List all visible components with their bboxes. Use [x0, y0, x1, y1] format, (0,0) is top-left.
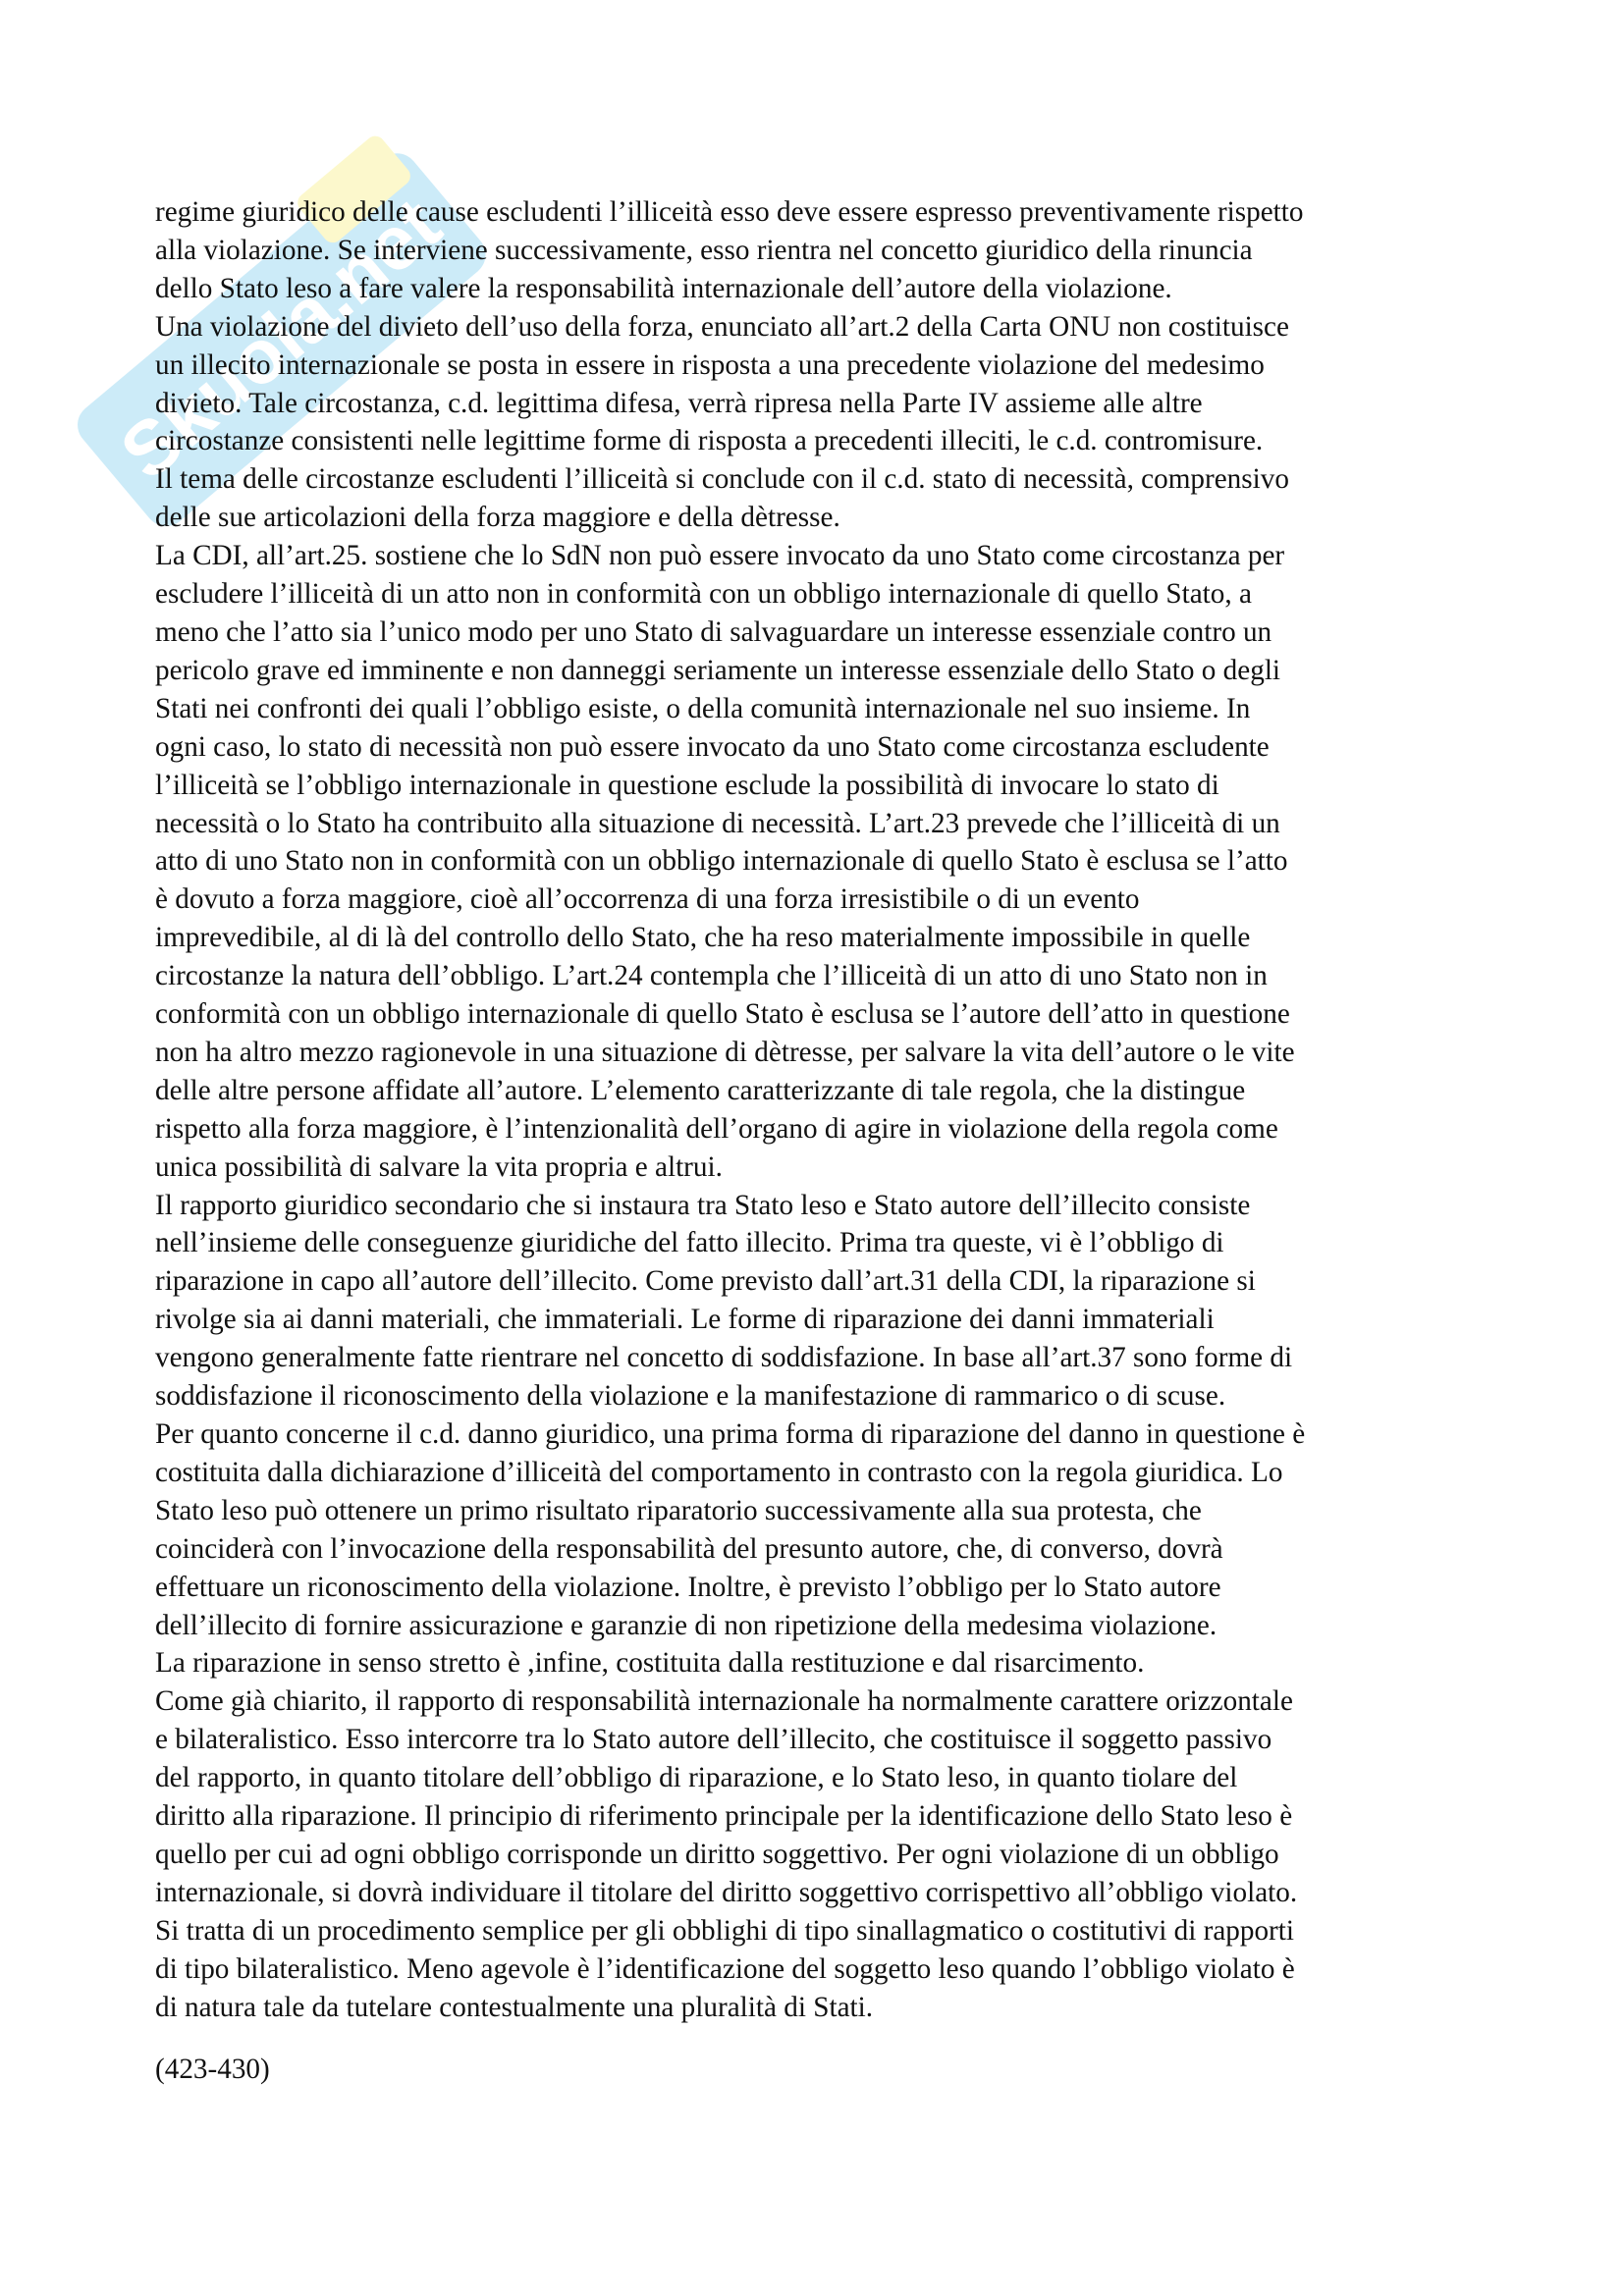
text-line: dell’illecito di fornire assicurazione e garanzie di non ripetizione della medesima violazione. — [155, 1609, 1217, 1641]
text-line: conformità con un obbligo internazionale di quello Stato è esclusa se l’autore dell’atto in questione — [155, 998, 1290, 1031]
text-line: circostanze la natura dell’obbligo. L’art.24 contempla che l’illiceità di un atto di uno Stato non in — [155, 960, 1268, 992]
text-line: delle altre persone affidate all’autore. L’elemento caratterizzante di tale regola, che la distingue — [155, 1074, 1246, 1106]
text-line: divieto. Tale circostanza, c.d. legittima difesa, verrà ripresa nella Parte IV assieme alle altre — [155, 387, 1203, 419]
text-line: non ha altro mezzo ragionevole in una situazione di dètresse, per salvare la vita dell’autore o le vite — [155, 1036, 1295, 1068]
text-line: costituita dalla dichiarazione d’illiceità del comportamento in contrasto con la regola giuridica. Lo — [155, 1456, 1283, 1488]
text-line: Si tratta di un procedimento semplice per gli obblighi di tipo sinallagmatico o costitutivi di rapporti — [155, 1914, 1294, 1947]
text-line: internazionale, si dovrà individuare il titolare del diritto soggettivo corrispettivo all’obbligo violato. — [155, 1876, 1298, 1908]
text-line: Il rapporto giuridico secondario che si instaura tra Stato leso e Stato autore dell’illecito consiste — [155, 1189, 1251, 1221]
text-line: ogni caso, lo stato di necessità non può essere invocato da uno Stato come circostanza escludente — [155, 730, 1270, 763]
text-line: è dovuto a forza maggiore, cioè all’occorrenza di una forza irresistibile o di un evento — [155, 883, 1140, 916]
text-line: La CDI, all’art.25. sostiene che lo SdN non può essere invocato da uno Stato come circostanza per — [155, 540, 1285, 572]
text-line: diritto alla riparazione. Il principio di riferimento principale per la identificazione dello Stato leso è — [155, 1800, 1293, 1833]
text-line: quello per cui ad ogni obbligo corrisponde un diritto soggettivo. Per ogni violazione di un obbligo — [155, 1838, 1279, 1870]
text-line: unica possibilità di salvare la vita propria e altrui. — [155, 1150, 723, 1183]
text-line: nell’insieme delle conseguenze giuridiche del fatto illecito. Prima tra queste, vi è l’obbligo di — [155, 1227, 1224, 1259]
text-line: Per quanto concerne il c.d. danno giuridico, una prima forma di riparazione del danno in questione è — [155, 1418, 1306, 1450]
text-line: necessità o lo Stato ha contribuito alla situazione di necessità. L’art.23 prevede che l’illiceità di un — [155, 807, 1280, 839]
text-line: regime giuridico delle cause escludenti l’illiceità esso deve essere espresso preventivamente rispetto — [155, 196, 1304, 228]
text-line: La riparazione in senso stretto è ,infine, costituita dalla restituzione e dal risarcimento. — [155, 1647, 1145, 1680]
text-line: Stati nei confronti dei quali l’obbligo esiste, o della comunità internazionale nel suo insieme. In — [155, 692, 1251, 724]
page-range-footer: (423-430) — [155, 2054, 270, 2085]
text-line: riparazione in capo all’autore dell’illecito. Come previsto dall’art.31 della CDI, la riparazione si — [155, 1265, 1256, 1298]
text-line: delle sue articolazioni della forza maggiore e della dètresse. — [155, 502, 840, 534]
watermark-brand-text: Skuola.net — [104, 181, 457, 497]
text-line: e bilateralistico. Esso intercorre tra lo Stato autore dell’illecito, che costituisce il soggetto passivo — [155, 1724, 1272, 1756]
text-line: alla violazione. Se interviene successivamente, esso rientra nel concetto giuridico della rinuncia — [155, 234, 1253, 266]
text-line: Stato leso può ottenere un primo risultato riparatorio successivamente alla sua protesta, che — [155, 1494, 1202, 1526]
text-line: del rapporto, in quanto titolare dell’obbligo di riparazione, e lo Stato leso, in quanto tiolare del — [155, 1762, 1238, 1794]
text-line: meno che l’atto sia l’unico modo per uno Stato di salvaguardare un interesse essenziale contro un — [155, 615, 1272, 648]
text-line: un illecito internazionale se posta in essere in risposta a una precedente violazione del medesimo — [155, 348, 1265, 381]
text-line: imprevedibile, al di là del controllo dello Stato, che ha reso materialmente impossibile in quelle — [155, 922, 1251, 954]
text-line: pericolo grave ed imminente e non danneggi seriamente un interesse essenziale dello Stato o degli — [155, 654, 1281, 686]
text-line: escludere l’illiceità di un atto non in conformità con un obbligo internazionale di quello Stato, a — [155, 578, 1252, 611]
text-line: di natura tale da tutelare contestualmente una pluralità di Stati. — [155, 1991, 874, 2023]
text-line: atto di uno Stato non in conformità con un obbligo internazionale di quello Stato è esclusa se l’atto — [155, 845, 1288, 878]
text-line: vengono generalmente fatte rientrare nel concetto di soddisfazione. In base all’art.37 sono forme di — [155, 1342, 1293, 1374]
text-line: dello Stato leso a fare valere la responsabilità internazionale dell’autore della violazione. — [155, 272, 1172, 304]
text-line: rivolge sia ai danni materiali, che immateriali. Le forme di riparazione dei danni immateriali — [155, 1304, 1215, 1336]
body-text — [155, 193, 1487, 2027]
text-line: Il tema delle circostanze escludenti l’illiceità si conclude con il c.d. stato di necessità, comprensivo — [155, 463, 1289, 496]
text-line: rispetto alla forza maggiore, è l’intenzionalità dell’organo di agire in violazione della regola come — [155, 1112, 1278, 1145]
text-line: circostanze consistenti nelle legittime forme di risposta a precedenti illeciti, le c.d. contromisure. — [155, 425, 1264, 457]
text-line: coinciderà con l’invocazione della responsabilità del presunto autore, che, di converso, dovrà — [155, 1532, 1223, 1565]
text-line: l’illiceità se l’obbligo internazionale in questione esclude la possibilità di invocare lo stato di — [155, 769, 1219, 801]
text-line: soddisfazione il riconoscimento della violazione e la manifestazione di rammarico o di scuse. — [155, 1380, 1226, 1413]
text-line: effettuare un riconoscimento della violazione. Inoltre, è previsto l’obbligo per lo Stato autore — [155, 1571, 1221, 1603]
text-line: di tipo bilateralistico. Meno agevole è l’identificazione del soggetto leso quando l’obbligo violato è — [155, 1952, 1295, 1985]
text-line: Come già chiarito, il rapporto di responsabilità internazionale ha normalmente carattere orizzontale — [155, 1685, 1293, 1718]
text-line: Una violazione del divieto dell’uso della forza, enunciato all’art.2 della Carta ONU non costituisce — [155, 310, 1289, 343]
